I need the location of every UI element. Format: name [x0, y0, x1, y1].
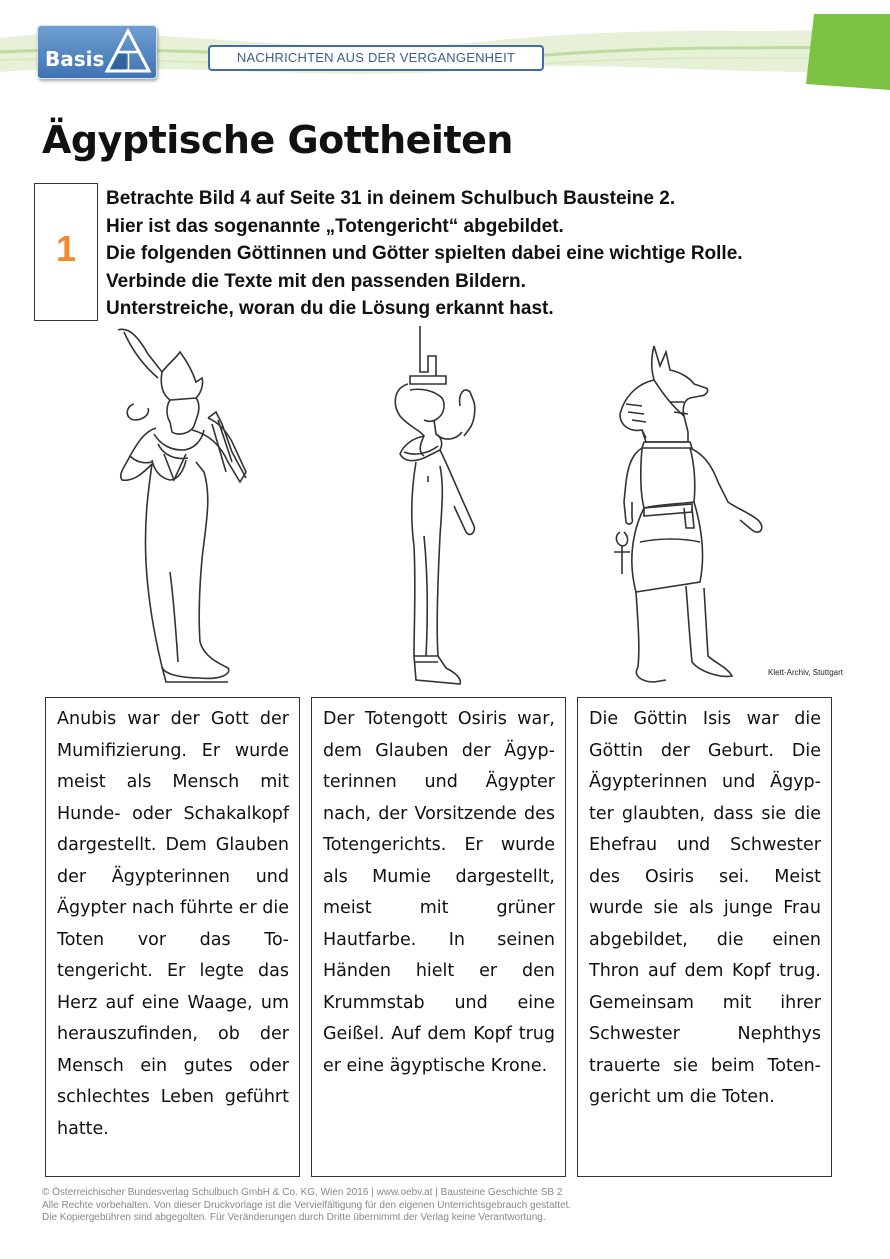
isis-illustration — [380, 326, 490, 691]
footer-line-2: Alle Rechte vorbehalten. Von dieser Druckvorlage ist die Vervielfältigung für den eigenen Unterrichtsgebrauch gestattet. — [42, 1199, 572, 1211]
page-title: Ägyptische Gottheiten — [42, 118, 513, 162]
footer — [42, 1187, 571, 1225]
basis-logo — [37, 25, 157, 79]
task-number: 1 — [55, 228, 77, 269]
text-isis: Die Göttin Isis war die Göttin der Geburt. Die Ägypterinnen und Ägypter glaubten, dass sie die Ehefrau und Schwester des Osiris sei. Meist wurde sie als junge Frau abgebildet, die einen Thron auf dem Kopf trug. Gemeinsam mit ihrer Schwester Nephthys trauerte sie beim Totengericht um die Toten. — [589, 709, 821, 1107]
text-box-anubis — [45, 697, 300, 1177]
instruction-line: Die folgenden Göttinnen und Götter spielten dabei eine wichtige Rolle. — [106, 243, 743, 264]
instruction-line: Hier ist das sogenannte „Totengericht“ abgebildet. — [106, 215, 564, 237]
task-number-box — [34, 183, 98, 321]
text-osiris: Der Totengott Osiris war, dem Glauben der Ägypterinnen und Ägypter nach, der Vorsitzende des Totengerichts. Er wurde als Mumie dargestellt, meist mit grüner Hautfarbe. In seinen Händen hielt er den Krummstab und eine Geißel. Auf dem Kopf trug er eine ägyptische Krone. — [323, 709, 555, 1076]
footer-line-3: Die Kopiergebühren sind abgegolten. Für Veränderungen durch Dritte übernimmt der Verlag keine Verantwortung. — [42, 1212, 546, 1223]
publisher-link[interactable]: www.oebv.at — [376, 1187, 433, 1198]
logo-text: Basis — [45, 47, 105, 71]
osiris-illustration — [100, 322, 260, 687]
task-instructions — [106, 185, 826, 323]
instruction-line: Unterstreiche, woran du die Lösung erkannt hast. — [106, 298, 554, 319]
instruction-line: Verbinde die Texte mit den passenden Bildern. — [106, 270, 526, 292]
text-box-isis — [577, 697, 832, 1177]
green-corner-decoration — [806, 14, 890, 90]
footer-book: | Bausteine Geschichte SB 2 — [432, 1187, 563, 1198]
image-credit: Klett-Archiv, Stuttgart — [768, 668, 843, 677]
text-anubis: Anubis war der Gott der Mumifizierung. Er wurde meist als Mensch mit Hunde- oder Schakalkopf dargestellt. Dem Glauben der Ägypterinnen und Ägypter nach führte er die Toten vor das Totengericht. Er legte das Herz auf eine Waage, um herauszufinden, ob der Mensch ein gutes oder schlechtes Leben geführt hatte. — [57, 709, 290, 1139]
footer-line-1 — [42, 1187, 571, 1200]
instruction-line: Betrachte Bild 4 auf Seite 31 in deinem Schulbuch Bausteine 2. — [106, 188, 676, 209]
text-box-osiris — [311, 697, 566, 1177]
triangle-icon — [104, 28, 152, 74]
anubis-illustration — [610, 342, 770, 692]
footer-copyright: © Österreichischer Bundesverlag Schulbuch GmbH & Co. KG, Wien 2016 | — [42, 1187, 377, 1198]
header-banner: NACHRICHTEN AUS DER VERGANGENHEIT — [208, 45, 544, 71]
